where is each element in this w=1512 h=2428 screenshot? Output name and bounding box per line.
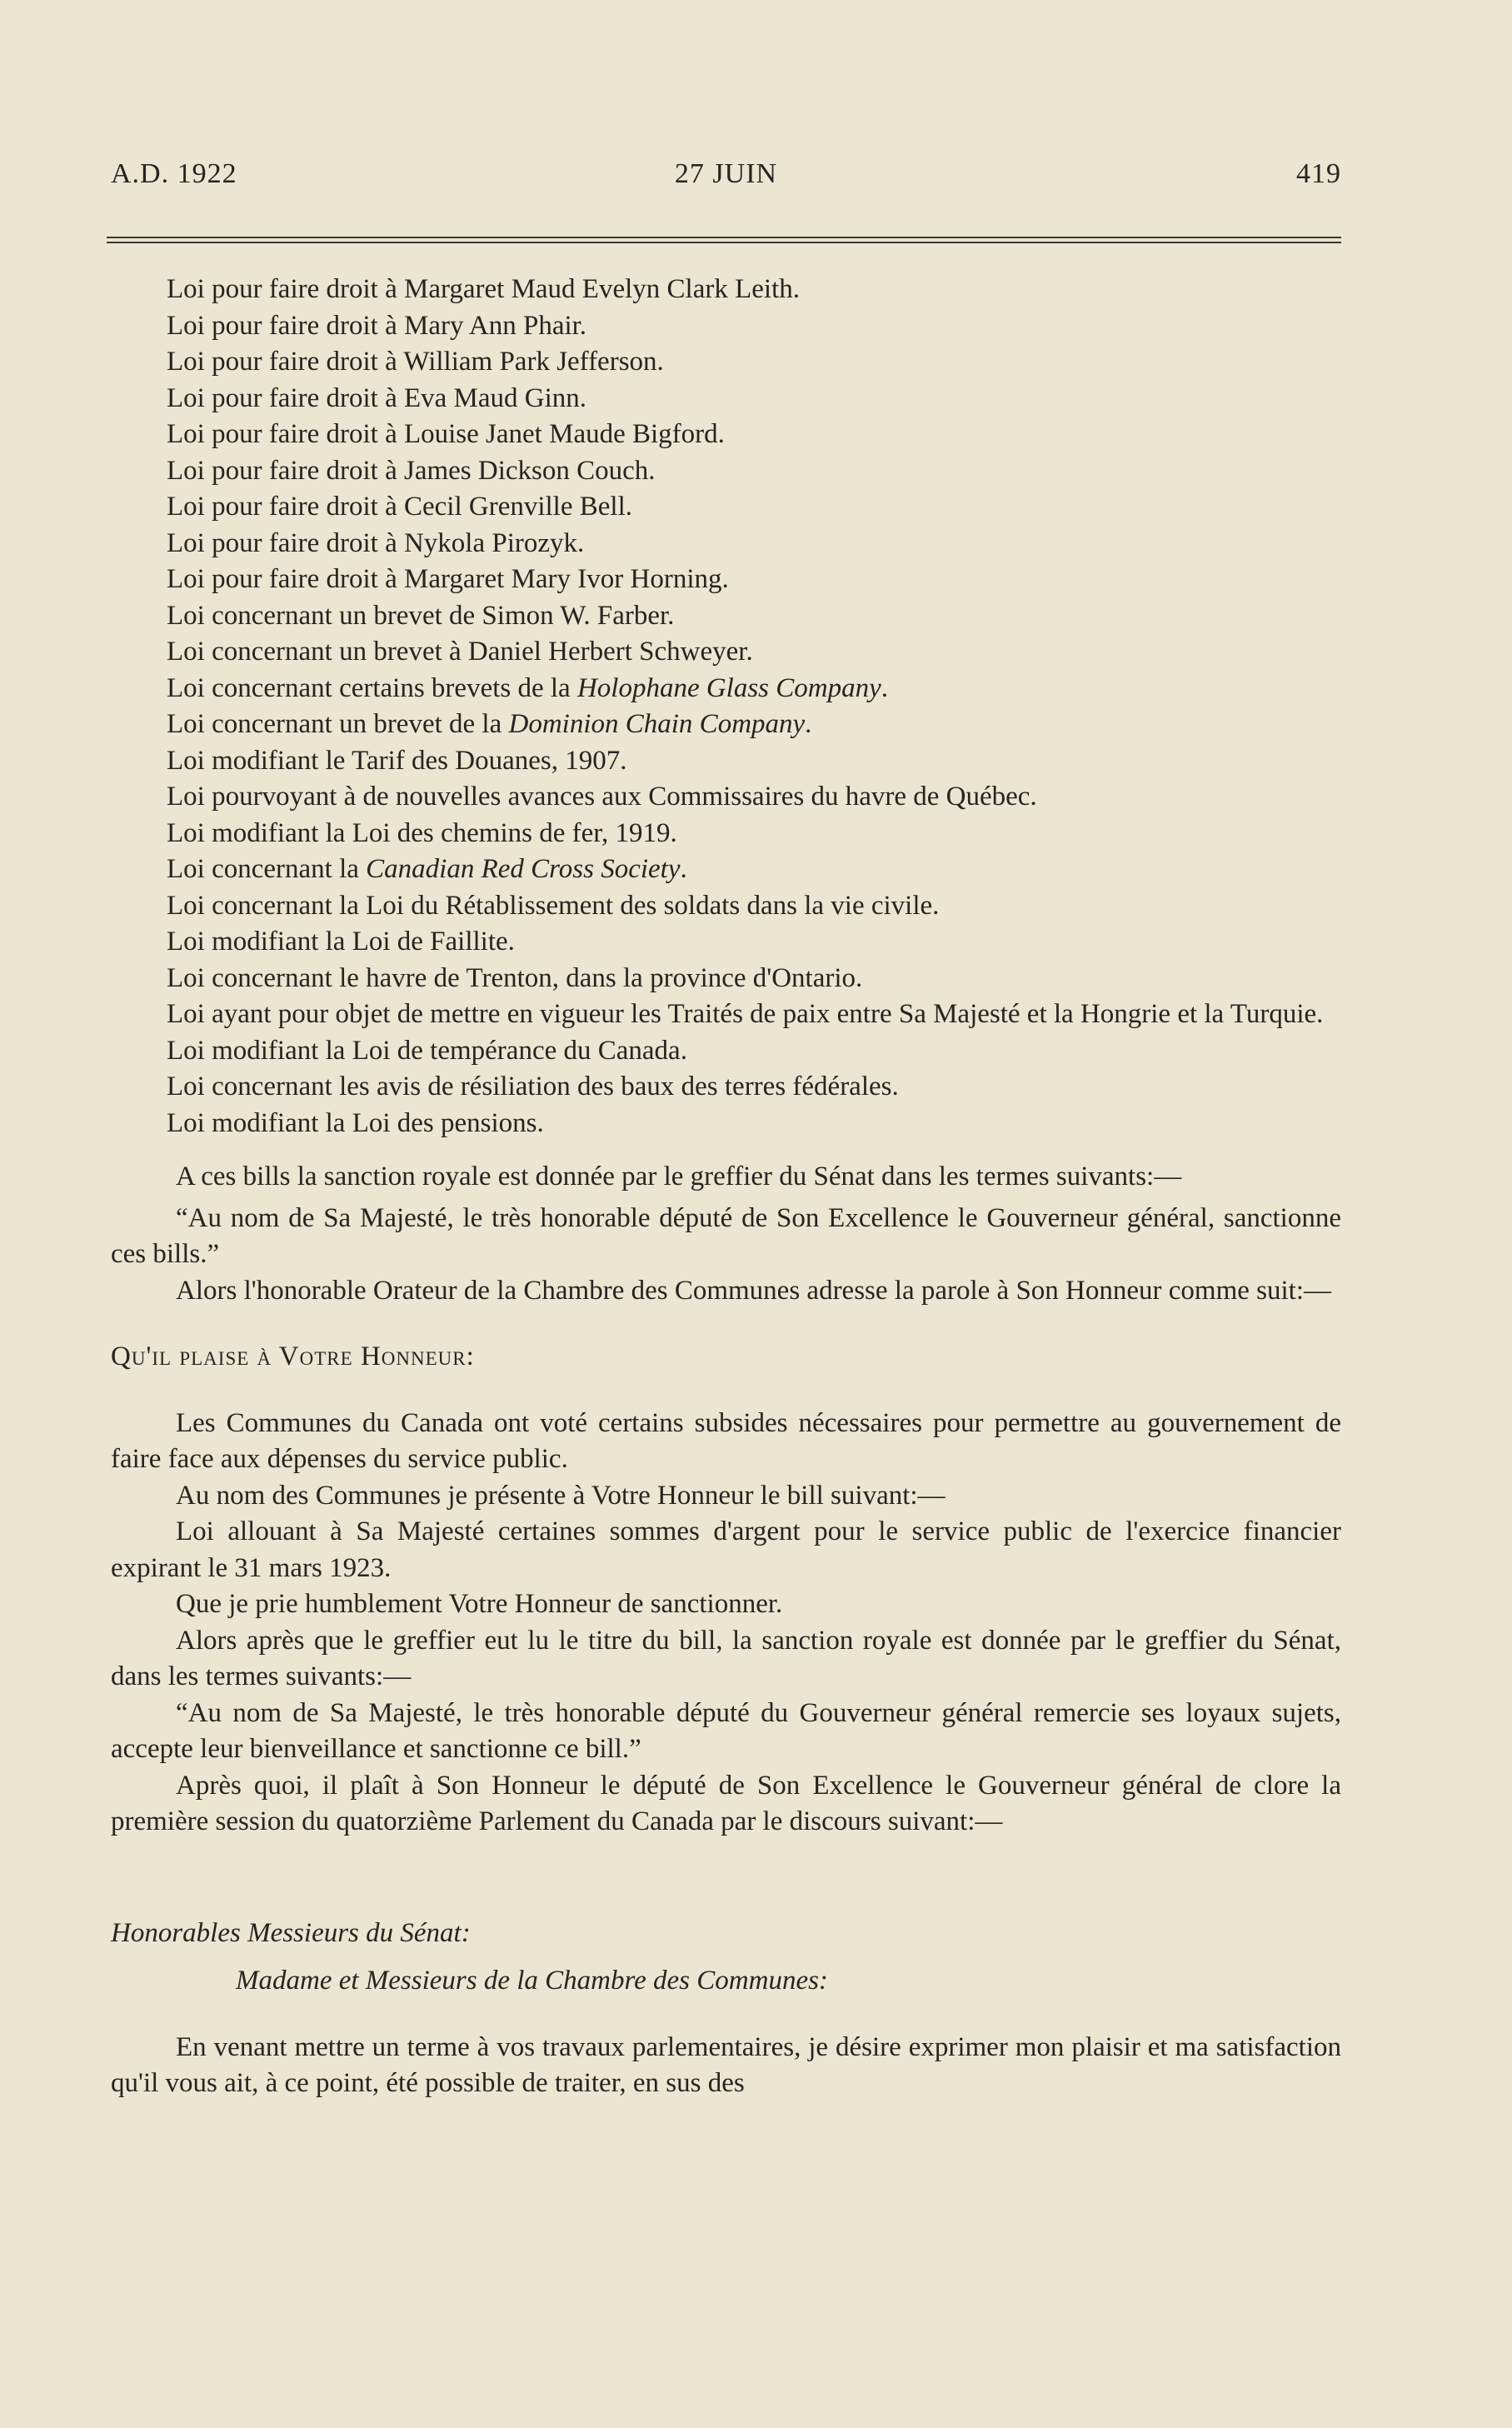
sanction2-quote: “Au nom de Sa Majesté, le très honorable député du Gouverneur général remercie ses loyaux sujets, accepte leur bienveillance et sanctionne ce bill.” (111, 1697, 1341, 1764)
bill-item (111, 707, 1341, 743)
closing-intro: Après quoi, il plaît à Son Honneur le député de Son Excellence le Gouverneur général de clore la première session du quatorzième Parlement du Canada par le discours suivant:— (111, 1770, 1341, 1836)
page-body (111, 272, 1341, 2102)
header-rule-bottom (107, 242, 1341, 243)
address-heading-text: Qu'il plaise à Votre Honneur: (111, 1341, 475, 1371)
orateur-intro: Alors l'honorable Orateur de la Chambre des Communes adresse la parole à Son Honneur comme suit:— (176, 1275, 1331, 1306)
bill-item: Loi ayant pour objet de mettre en vigueur les Traités de paix entre Sa Majesté et la Hongrie et la Turquie. (167, 999, 1324, 1029)
bill-item: Loi pourvoyant à de nouvelles avances aux Commissaires du havre de Québec. (167, 782, 1037, 812)
bill-item: Loi modifiant la Loi de tempérance du Canada. (167, 1035, 687, 1066)
bill-item: Loi modifiant la Loi des chemins de fer, 1919. (167, 817, 677, 848)
header-year: A.D. 1922 (111, 158, 237, 189)
bill-item: Loi concernant les avis de résiliation des baux des terres fédérales. (167, 1072, 899, 1102)
address-paragraph: Les Communes du Canada ont voté certains subsides nécessaires pour permettre au gouvernement de faire face aux dépenses du service public. (111, 1407, 1341, 1474)
bill-item: Loi pour faire droit à William Park Jefferson. (167, 347, 664, 377)
bill-text-end: . (680, 854, 687, 884)
bill-item: Loi concernant un brevet à Daniel Herbert Schweyer. (167, 637, 753, 667)
bill-text-end: . (805, 709, 812, 739)
company-name: Dominion Chain Company (508, 709, 806, 739)
bill-text-end: . (881, 672, 889, 703)
speech-paragraph: En venant mettre un terme à vos travaux parlementaires, je désire exprimer mon plaisir et ma satisfaction qu'il vous ait, à ce point, été possible de traiter, en sus des (111, 2031, 1341, 2098)
address-heading (111, 1339, 1341, 1376)
bill-item: Loi pour faire droit à Nykola Pirozyk. (167, 527, 585, 558)
bill-item: Loi concernant un brevet de Simon W. Farber. (167, 600, 675, 631)
bill-text: Loi concernant la (167, 854, 367, 884)
bill-item: Loi pour faire droit à Louise Janet Maude Bigford. (167, 419, 725, 449)
bill-item: Loi modifiant le Tarif des Douanes, 1907. (167, 745, 627, 776)
header-rule-top (107, 237, 1341, 238)
header-date: 27 JUIN (674, 158, 778, 189)
bill-item: Loi pour faire droit à Eva Maud Ginn. (167, 382, 587, 413)
bill-item: Loi concernant la Loi du Rétablissement des soldats dans la vie civile. (167, 890, 940, 921)
speech-salutation-2: Madame et Messieurs de la Chambre des Communes: (236, 1966, 828, 1996)
bill-item: Loi pour faire droit à Margaret Mary Ivor Horning. (167, 564, 729, 594)
bill-text: Loi concernant certains brevets de la (167, 672, 577, 703)
address-paragraph: Que je prie humblement Votre Honneur de sanctionner. (176, 1589, 783, 1619)
bill-text: Loi concernant un brevet de la (167, 709, 509, 739)
company-name: Canadian Red Cross Society (366, 854, 681, 884)
sanction2-intro: Alors après que le greffier eut lu le titre du bill, la sanction royale est donnée par le greffier du Sénat, dans les termes suivants:— (111, 1625, 1341, 1691)
bill-item: Loi pour faire droit à Margaret Maud Evelyn Clark Leith. (167, 274, 800, 304)
address-paragraph: Loi allouant à Sa Majesté certaines sommes d'argent pour le service public de l'exercice financier expirant le 31 mars 1923. (111, 1516, 1341, 1583)
bill-item: Loi modifiant la Loi des pensions. (167, 1107, 544, 1138)
page-header (111, 158, 1341, 195)
bill-item: Loi pour faire droit à Cecil Grenville Bell. (167, 492, 632, 522)
company-name: Holophane Glass Company (576, 672, 881, 703)
sanction-quote: “Au nom de Sa Majesté, le très honorable député de Son Excellence le Gouverneur général, sanctionne ces bills.” (111, 1202, 1341, 1269)
bill-item: Loi pour faire droit à Mary Ann Phair. (167, 310, 587, 341)
address-paragraph: Au nom des Communes je présente à Votre Honneur le bill suivant:— (176, 1480, 946, 1511)
sanction-intro: A ces bills la sanction royale est donnée par le greffier du Sénat dans les termes suivants:— (176, 1162, 1182, 1192)
bill-item (111, 671, 1341, 707)
speech-salutation: Honorables Messieurs du Sénat: (111, 1917, 471, 1948)
bill-item: Loi modifiant la Loi de Faillite. (167, 927, 515, 957)
page-number: 419 (1296, 158, 1341, 189)
bill-list (111, 272, 1341, 1142)
bill-item (111, 852, 1341, 888)
bill-item: Loi pour faire droit à James Dickson Couch. (167, 455, 656, 486)
bill-item: Loi concernant le havre de Trenton, dans la province d'Ontario. (167, 962, 863, 993)
